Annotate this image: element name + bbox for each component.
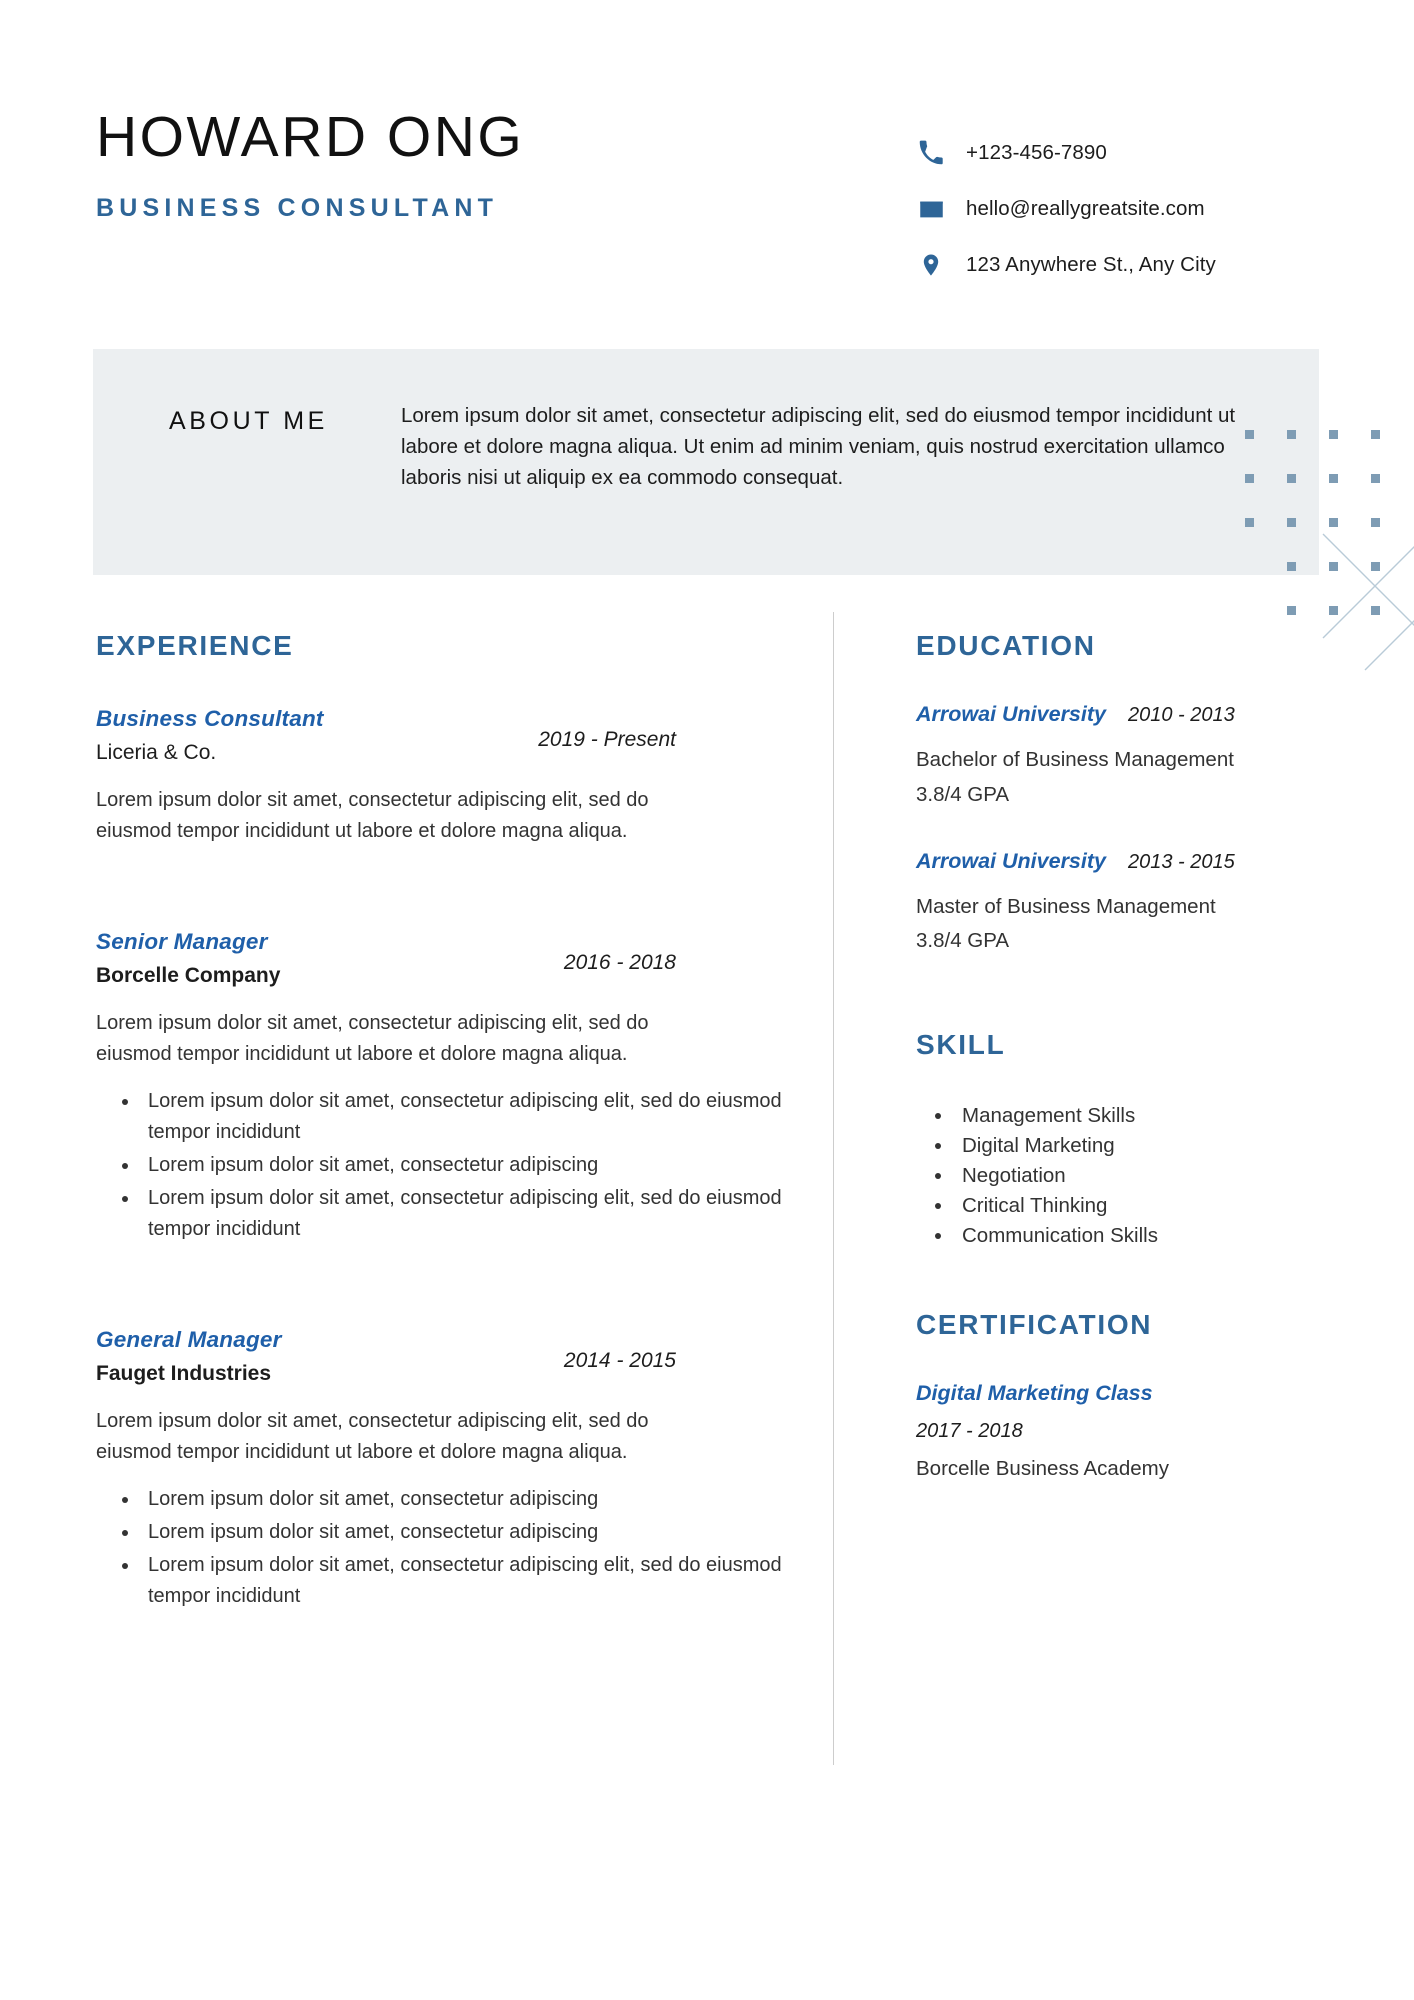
education-school: Arrowai University [916, 702, 1106, 726]
contact-list [916, 138, 1216, 306]
certification-title: Digital Marketing Class [916, 1380, 1153, 1405]
decorative-dot [1371, 518, 1380, 527]
job-bullet-list [96, 1086, 786, 1245]
education-gpa: 3.8/4 GPA [916, 782, 1010, 806]
decorative-dot [1287, 562, 1296, 571]
education-entry [916, 702, 1334, 811]
decorative-dot [1371, 474, 1380, 483]
certification-heading: CERTIFICATION [916, 1308, 1153, 1340]
experience-entry [96, 706, 786, 847]
decorative-dot [1245, 518, 1254, 527]
decorative-dot [1329, 562, 1338, 571]
sidebar-column [916, 630, 1334, 1481]
education-degree: Bachelor of Business Management [916, 748, 1234, 771]
decorative-dot [1287, 430, 1296, 439]
education-degree: Master of Business Management [916, 894, 1216, 918]
column-divider [833, 612, 834, 1765]
decorative-dot [1245, 474, 1254, 483]
job-dates: 2019 - Present [538, 728, 676, 751]
job-description: Lorem ipsum dolor sit amet, consectetur adipiscing elit, sed do eiusmod tempor incididunt ut labore et dolore magna aliqua. [96, 789, 649, 842]
decorative-dot [1329, 606, 1338, 615]
decorative-dot [1245, 430, 1254, 439]
job-description: Lorem ipsum dolor sit amet, consectetur adipiscing elit, sed do eiusmod tempor incididunt ut labore et dolore magna aliqua. [96, 1012, 649, 1065]
list-item: • Critical Thinking [954, 1191, 1334, 1221]
candidate-name: HOWARD ONG [96, 105, 525, 169]
candidate-role: BUSINESS CONSULTANT [96, 193, 499, 222]
list-item: • Lorem ipsum dolor sit amet, consectetur adipiscing elit, sed do eiusmod tempor incididunt [140, 1086, 786, 1148]
skill-list [916, 1101, 1334, 1251]
list-item: • Management Skills [954, 1101, 1334, 1131]
about-panel [93, 349, 1319, 575]
contact-item-email[interactable] [916, 194, 1216, 224]
job-title: Business Consultant [96, 706, 324, 731]
education-entry [916, 849, 1334, 958]
list-item: • Communication Skills [954, 1221, 1334, 1251]
contact-item-address[interactable] [916, 250, 1216, 280]
decorative-dot [1287, 518, 1296, 527]
contact-item-phone[interactable] [916, 138, 1216, 168]
job-bullet-list [96, 1484, 786, 1612]
job-title: General Manager [96, 1327, 282, 1352]
certification-organization: Borcelle Business Academy [916, 1456, 1169, 1480]
certification-years: 2017 - 2018 [916, 1419, 1023, 1442]
job-title: Senior Manager [96, 929, 268, 954]
job-company: Borcelle Company [96, 964, 281, 987]
decorative-dot [1371, 430, 1380, 439]
envelope-icon [916, 194, 946, 224]
location-pin-icon [916, 250, 946, 280]
list-item: • Digital Marketing [954, 1131, 1334, 1161]
job-dates: 2014 - 2015 [563, 1349, 676, 1372]
list-item: • Lorem ipsum dolor sit amet, consectetur adipiscing elit, sed do eiusmod tempor incididunt [140, 1550, 786, 1612]
skill-heading: SKILL [916, 1029, 1006, 1060]
decorative-dot [1371, 562, 1380, 571]
list-item: • Lorem ipsum dolor sit amet, consectetur adipiscing elit, sed do eiusmod tempor incididunt [140, 1183, 786, 1245]
education-years: 2010 - 2013 [1127, 704, 1235, 726]
experience-column [96, 630, 786, 1646]
phone-icon [916, 138, 946, 168]
decorative-dot [1329, 474, 1338, 483]
education-gpa: 3.8/4 GPA [916, 929, 1010, 953]
list-item: • Negotiation [954, 1161, 1334, 1191]
job-company: Fauget Industries [96, 1362, 272, 1385]
decorative-dot [1287, 474, 1296, 483]
contact-phone-text: +123-456-7890 [966, 141, 1107, 164]
experience-entry [96, 929, 786, 1245]
decorative-dot [1329, 518, 1338, 527]
experience-entry [96, 1327, 786, 1612]
education-heading: EDUCATION [916, 630, 1096, 661]
job-description: Lorem ipsum dolor sit amet, consectetur adipiscing elit, sed do eiusmod tempor incididunt ut labore et dolore magna aliqua. [96, 1410, 649, 1463]
job-company: Liceria & Co. [96, 741, 217, 764]
education-school: Arrowai University [916, 848, 1106, 873]
about-label: ABOUT ME [169, 407, 328, 435]
job-dates: 2016 - 2018 [563, 951, 676, 974]
decorative-dot [1287, 606, 1296, 615]
list-item: • Lorem ipsum dolor sit amet, consectetur adipiscing [140, 1517, 786, 1548]
contact-address-text: 123 Anywhere St., Any City [966, 253, 1216, 276]
education-years: 2013 - 2015 [1127, 850, 1235, 873]
about-text: Lorem ipsum dolor sit amet, consectetur adipiscing elit, sed do eiusmod tempor incididunt ut labore et dolore magna aliqua. Ut enim ad minim veniam, quis nostrud exercitation ullamco laboris nisi ut aliquip ex ea commodo consequat. [401, 404, 1236, 490]
contact-email-text: hello@reallygreatsite.com [966, 197, 1205, 220]
decorative-dot [1329, 430, 1338, 439]
list-item: • Lorem ipsum dolor sit amet, consectetur adipiscing [140, 1484, 786, 1515]
certification-entry [916, 1381, 1334, 1481]
decorative-dot [1371, 606, 1380, 615]
list-item: • Lorem ipsum dolor sit amet, consectetur adipiscing [140, 1150, 786, 1181]
experience-heading: EXPERIENCE [96, 630, 294, 661]
